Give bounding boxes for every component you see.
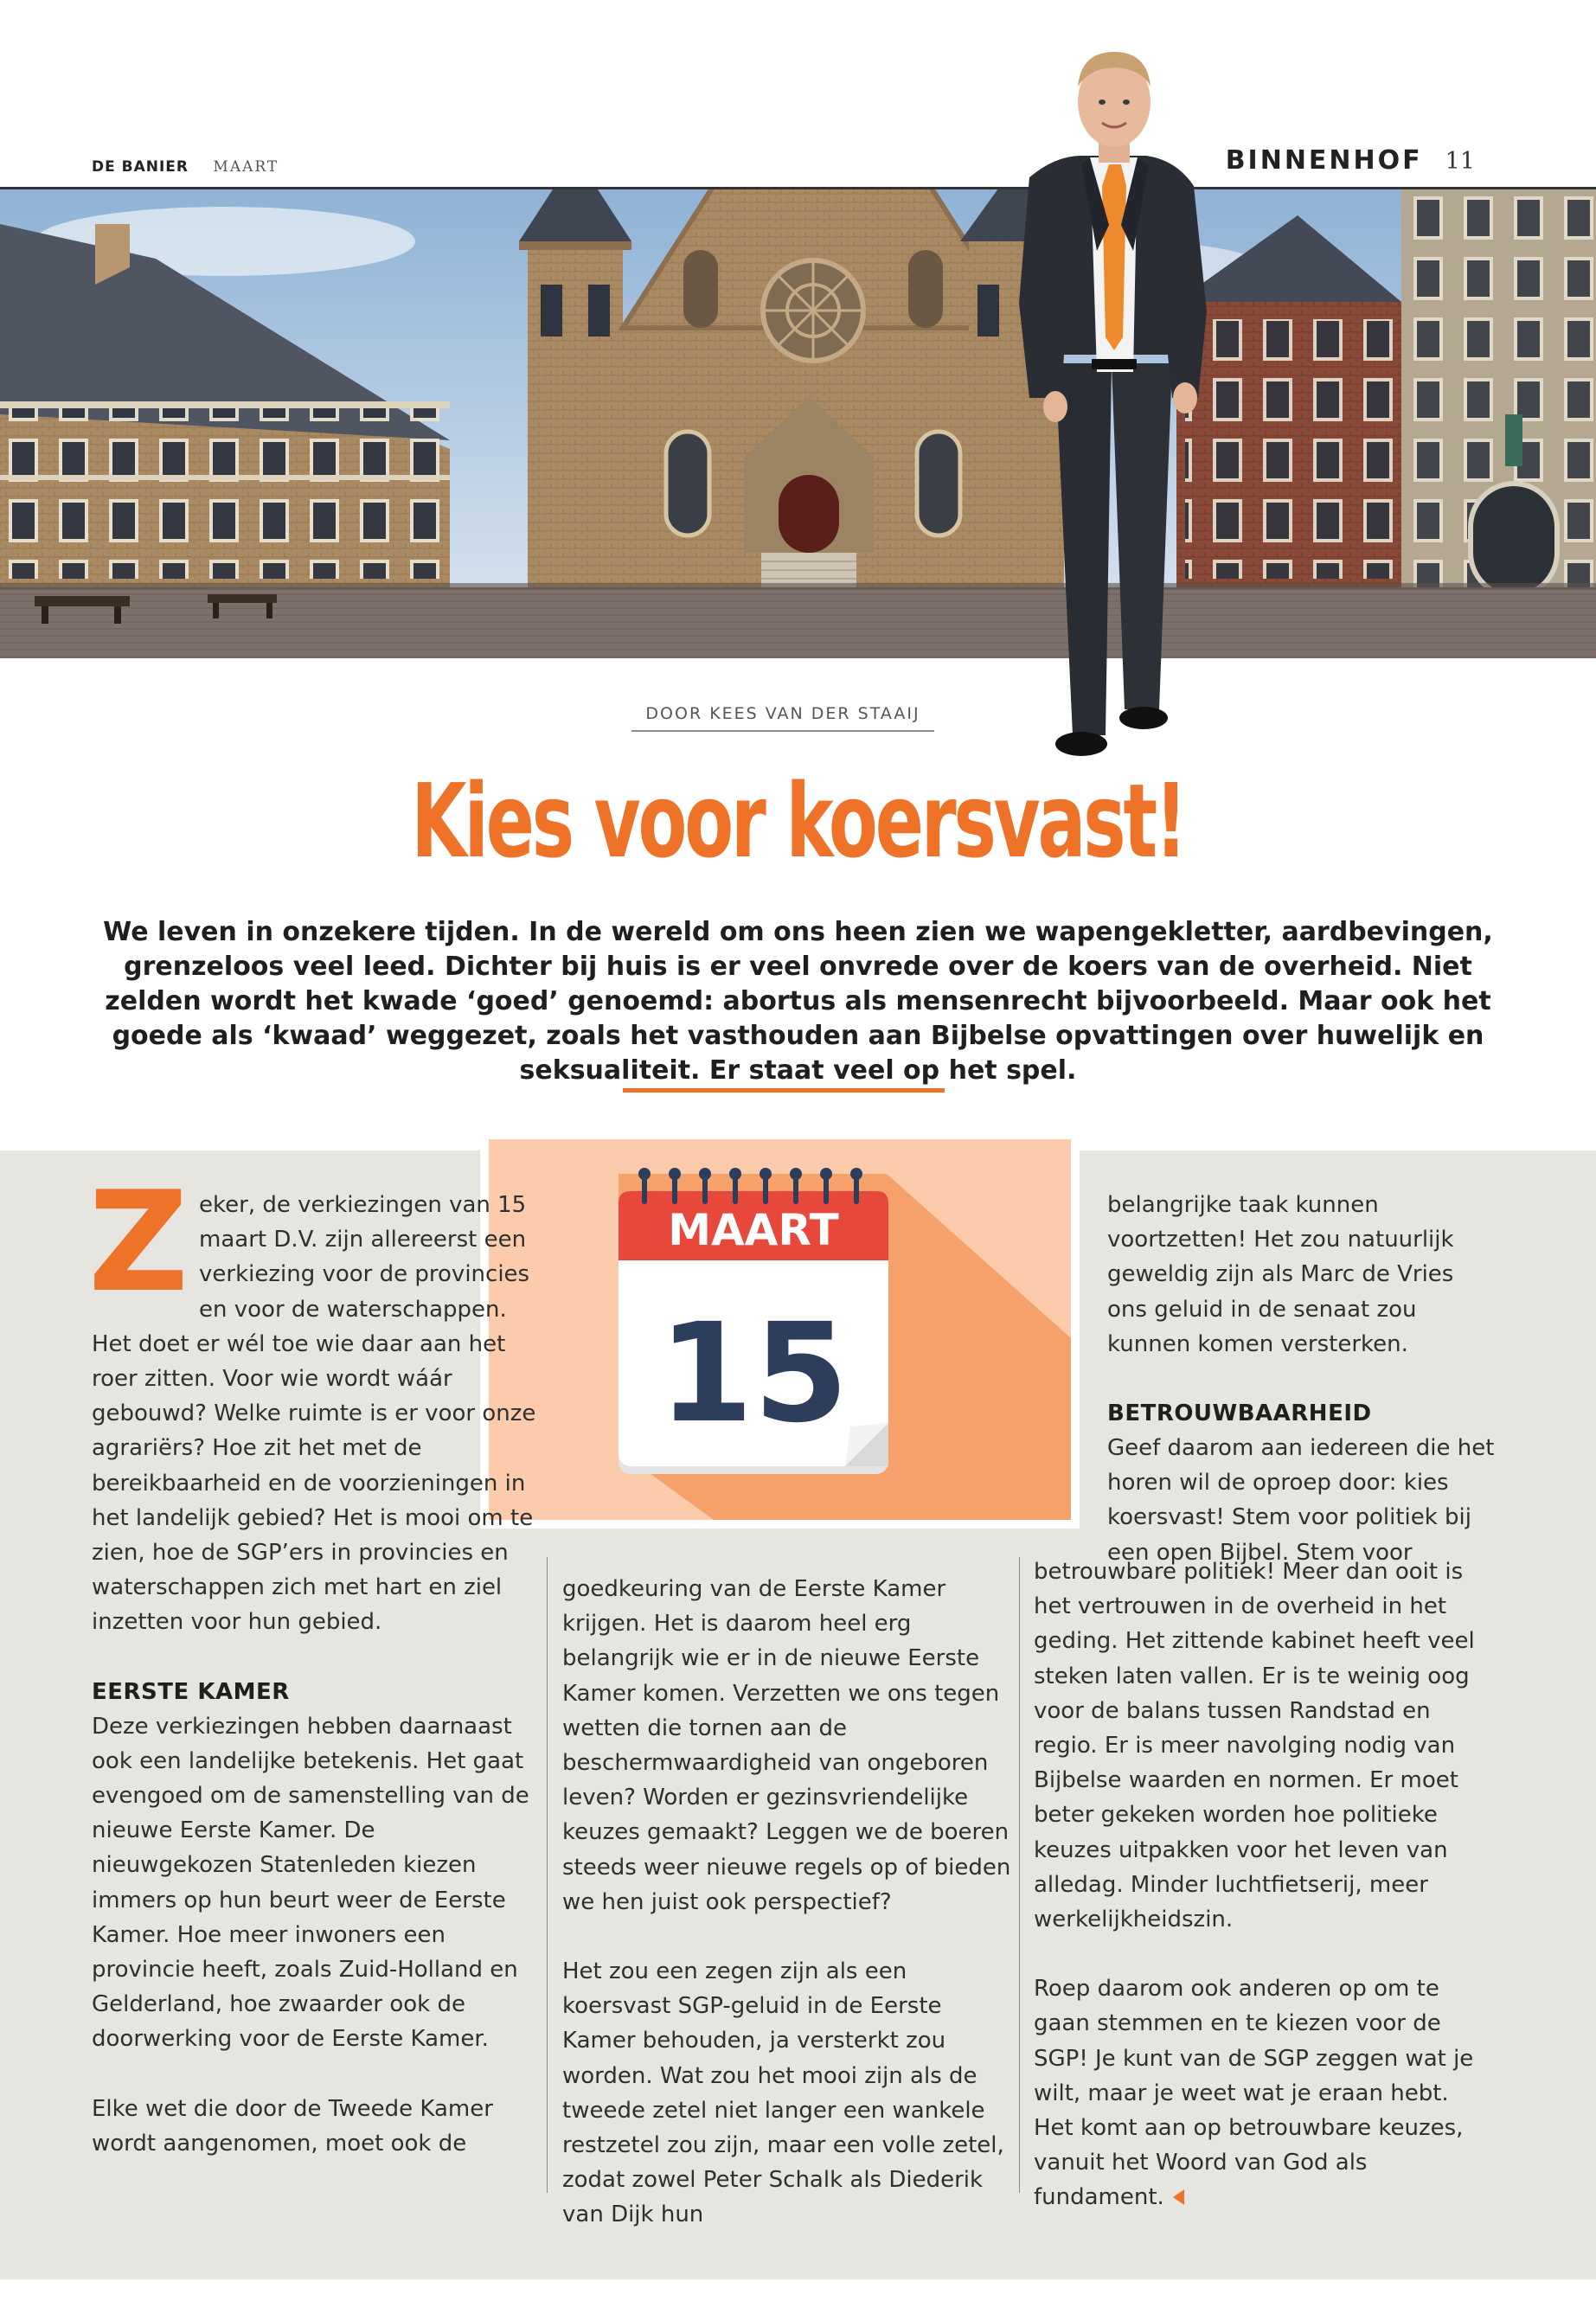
- paragraph: Elke wet die door de Tweede Kamer wordt aangenomen, moet ook de: [92, 2095, 493, 2157]
- triangle-left-icon: [1173, 2189, 1184, 2205]
- paragraph: goedkeuring van de Eerste Kamer krijgen. Het is daarom heel erg belangrijk wie er in de nieuwe Eerste Kamer komen. Verzetten we ons tegen wetten die tornen aan de beschermwaardigheid van ongeboren leven? Worden er gezinsvriendelijke keuzes gemaakt? Leggen we de boeren steeds weer nieuwe regels op of bieden we hen juist ook perspectief?: [562, 1576, 1011, 1915]
- paragraph: belangrijke taak kunnen voortzetten! Het zou natuurlijk geweldig zijn als Marc de Vries ons geluid in de senaat zou kunnen komen versterken.: [1107, 1192, 1454, 1357]
- hero-photo: [0, 189, 1596, 658]
- paragraph-text: Roep daarom ook anderen op om te gaan stemmen en te kiezen voor de SGP! Je kunt van de SGP zeggen wat je wilt, maar je weet wat je eraan hebt. Het komt aan op betrouwbare keuzes, vanuit het Woord van God als fundament.: [1034, 1976, 1474, 2211]
- article-title: Kies voor koersvast!: [411, 761, 1185, 881]
- calendar-day: 15: [658, 1294, 849, 1453]
- article-intro: We leven in onzekere tijden. In de wereld om ons heen zien we wapengekletter, aardbevingen, grenzeloos veel leed. Dichter bij huis is er veel onvrede over de koers van de overheid. Niet zelden wordt het kwade ‘goed’ genoemd: abortus als mensenrecht bijvoorbeeld. Maar ook het goede als ‘kwaad’ weggezet, zoals het vasthouden aan Bijbelse opvattingen over huwelijk en seksualiteit. Er staat veel op het spel.: [103, 917, 1493, 1086]
- calendar-month: MAART: [668, 1205, 839, 1255]
- section-name: BINNENHOF: [1225, 145, 1423, 176]
- issue-month: MAART: [213, 158, 279, 176]
- page-header-right: [1226, 145, 1475, 176]
- article-column-3-top: [1107, 1188, 1497, 1570]
- paragraph: betrouwbare politiek! Meer dan ooit is het vertrouwen in de overheid in het geding. Het zittende kabinet heeft veel steken laten vallen. Er is te weinig oog voor de balans tussen Randstad en regio. Er is meer navolging nodig van Bijbelse waarden en normen. Er moet beter gekeken worden hoe politieke keuzes uitpakken voor het leven van alledag. Minder luchtfietserij, meer werkelijkheidszin.: [1034, 1559, 1475, 1933]
- column-divider: [547, 1557, 548, 2193]
- paragraph: eker, de verkiezingen van 15 maart D.V. zijn allereerst een verkiezing voor de provincies en voor de waterschappen. Het doet er wél toe wie daar aan het roer zitten. Voor wie wordt wáár gebouwd? Welke ruimte is er voor onze agrariërs? Hoe zit het met de bereikbaarheid en de voorzieningen in het landelijk gebied? Het is mooi om te zien, hoe de SGP’ers in provincies en waterschappen zich met hart en ziel inzetten voor hun gebied.: [92, 1192, 536, 1636]
- column-divider: [1019, 1557, 1020, 2193]
- calendar-graphic: [480, 1131, 1080, 1529]
- page-header-left: [92, 158, 279, 176]
- article-column-2: [562, 1572, 1012, 2233]
- paragraph: [1034, 1971, 1488, 2214]
- paragraph: Deze verkiezingen hebben daarnaast ook een landelijke betekenis. Het gaat evengoed om de samenstelling van de nieuwe Eerste Kamer. De nieuwgekozen Statenleden kiezen immers op hun beurt weer de Eerste Kamer. Hoe meer inwoners een provincie heeft, zoals Zuid-Holland en Gelderland, hoe zwaarder ook de doorwerking voor de Eerste Kamer.: [92, 1713, 529, 2053]
- article-column-3: [1034, 1554, 1488, 2215]
- byline: DOOR KEES VAN DER STAAIJ: [631, 704, 934, 732]
- drop-cap: Z: [88, 1161, 189, 1323]
- article-column-1: [88, 1161, 542, 2161]
- title-rule: [623, 1088, 945, 1093]
- paragraph: Het zou een zegen zijn als een koersvast SGP-geluid in de Eerste Kamer behouden, ja versterkt zou worden. Wat zou het mooi zijn als de tweede zetel niet langer een wankele restzetel zou zijn, maar een volle zetel, zodat zowel Peter Schalk als Diederik van Dijk hun: [562, 1958, 1004, 2228]
- publication-name: DE BANIER: [92, 158, 189, 176]
- subheading-betrouwbaarheid: BETROUWBAARHEID: [1107, 1400, 1372, 1427]
- page-number: 11: [1445, 148, 1475, 175]
- subheading-eerste-kamer: EERSTE KAMER: [92, 1678, 290, 1705]
- paragraph: Geef daarom aan iedereen die het horen wil de oproep door: kies koersvast! Stem voor politiek bij een open Bijbel. Stem voor: [1107, 1435, 1495, 1566]
- politician-photo: [995, 26, 1228, 770]
